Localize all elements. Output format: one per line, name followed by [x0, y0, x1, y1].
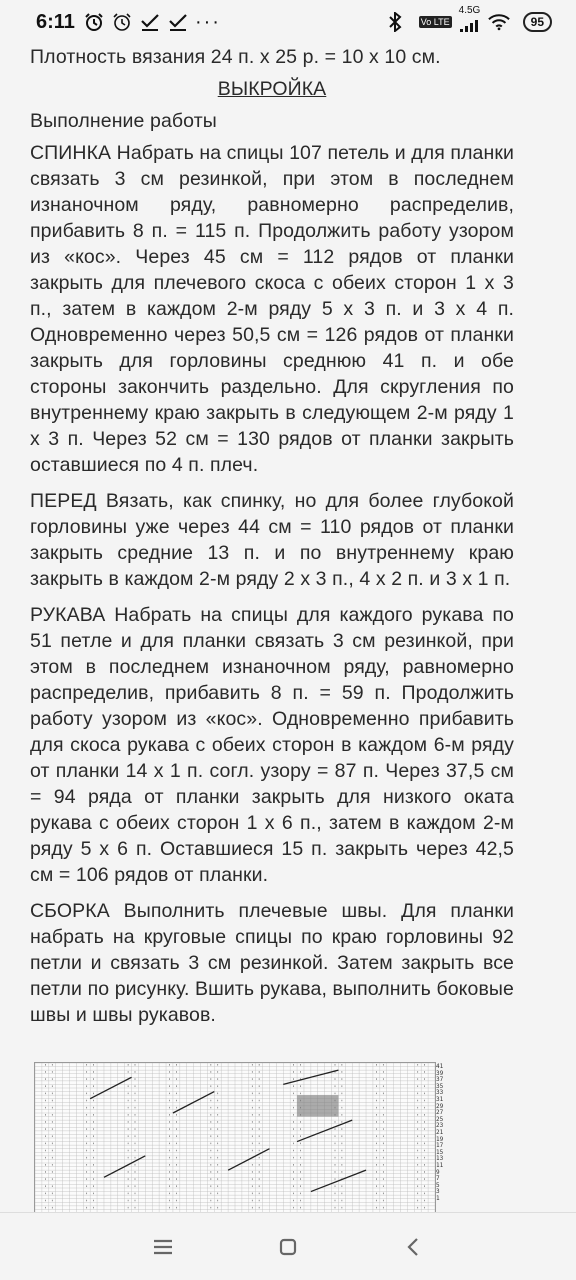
chart-row-number: 29 [436, 1102, 444, 1110]
chart-row-number: 9 [436, 1168, 440, 1176]
knitting-chart-grid [35, 1063, 435, 1213]
check-icon [139, 11, 161, 33]
chart-shaded-block [297, 1095, 338, 1116]
pattern-heading: ВЫКРОЙКА [217, 78, 327, 100]
section-sleeves: РУКАВА Набрать на спицы для каждого рукава по 51 петле и для планки связать 3 см резинкой, при этом в последнем изнаночном ряду, равномерно распределив, прибавить 8 п. = 59 п. Продолжить работу узором из «кос». Одновременно прибавить для скоса рукава с обеих сторон в каждом 6-м ряду от планки 14 х 1 п. согл. узору = 87 п. Через 37,5 см = 94 ряда от планки закрыть для низкого оката рукава с обеих сторон 1 х 6 п., затем в каждом 2-м ряду 5 х 6 п. Оставшиеся 15 п. закрыть через 42,5 см = 106 рядов от планки. [30, 604, 514, 886]
work-heading: Выполнение работы [30, 110, 217, 132]
chart-row-number: 33 [436, 1089, 444, 1097]
home-icon[interactable] [268, 1227, 308, 1267]
chart-row-number: 1 [436, 1194, 440, 1202]
status-right [384, 6, 552, 38]
volte-badge: Vo LTE [420, 17, 450, 27]
chart-row-number: 17 [436, 1142, 444, 1150]
chart-row-number: 13 [436, 1155, 444, 1163]
chart-row-number: 3 [436, 1188, 440, 1196]
status-time: 6:11 [36, 10, 75, 33]
battery-indicator: 95 [523, 12, 552, 32]
wifi-icon [488, 11, 510, 33]
knitting-chart [34, 1062, 436, 1214]
document-content [30, 44, 514, 1038]
chart-row-number: 15 [436, 1148, 444, 1156]
chart-row-number: 41 [436, 1063, 444, 1070]
status-bar [0, 0, 576, 44]
chart-row-number: 39 [436, 1069, 444, 1077]
section-assembly: СБОРКА Выполнить плечевые швы. Для планки набрать на круговые спицы по краю горловины 92 петли и связать 3 см резинкой. Затем закрыть все петли по рисунку. Вшить рукава, выполнить боковые швы и швы рукавов. [30, 900, 514, 1026]
alarm-clock-icon [83, 11, 105, 33]
navigation-bar [0, 1212, 576, 1280]
chart-row-number: 25 [436, 1115, 444, 1123]
menu-icon[interactable] [143, 1227, 183, 1267]
chart-row-number: 35 [436, 1082, 444, 1090]
chart-row-number: 19 [436, 1135, 444, 1143]
more-notifications-dots: ··· [194, 10, 221, 33]
network-type: 4.5G [458, 5, 481, 16]
signal-group [459, 6, 481, 38]
chart-row-numbers [436, 1064, 460, 1210]
chart-row-number: 27 [436, 1109, 444, 1117]
chart-row-number: 7 [436, 1175, 440, 1183]
chart-row-number: 21 [436, 1128, 444, 1136]
back-icon[interactable] [393, 1227, 433, 1267]
section-front: ПЕРЕД Вязать, как спинку, но для более глубокой горловины уже через 44 см = 110 рядов от планки закрыть средние 13 п. и по внутреннему краю закрыть в каждом 2-м ряду 2 х 3 п., 4 х 2 п. и 3 х 1 п. [30, 490, 514, 590]
chart-row-number: 11 [436, 1161, 444, 1169]
check-icon [167, 11, 189, 33]
chart-row-number: 5 [436, 1181, 440, 1189]
signal-icon [459, 16, 481, 38]
bluetooth-icon [384, 11, 406, 33]
chart-row-number: 23 [436, 1122, 444, 1130]
section-back: СПИНКА Набрать на спицы 107 петель и для планки связать 3 см резинкой, при этом в последнем изнаночном ряду, равномерно распределив, прибавить 8 п. = 115 п. Продолжить работу узором из «кос». Через 45 см = 112 рядов от планки закрыть для плечевого скоса с обеих сторон 1 х 3 п., затем в каждом 2-м ряду 5 х 3 п. и 3 х 4 п. Одновременно через 50,5 см = 126 рядов от планки закрыть для горловины среднюю 41 п. и обе стороны закончить раздельно. Для скругления по внутреннему краю закрыть в следующем 2-м ряду 1 х 3 п. Через 52 см = 130 рядов от планки закрыть оставшиеся по 4 п. плеч. [30, 142, 514, 476]
chart-row-number: 31 [436, 1095, 444, 1103]
chart-row-number: 37 [436, 1076, 444, 1084]
density-line: Плотность вязания 24 п. х 25 р. = 10 х 10 см. [30, 46, 441, 68]
alarm-clock-icon [111, 11, 133, 33]
